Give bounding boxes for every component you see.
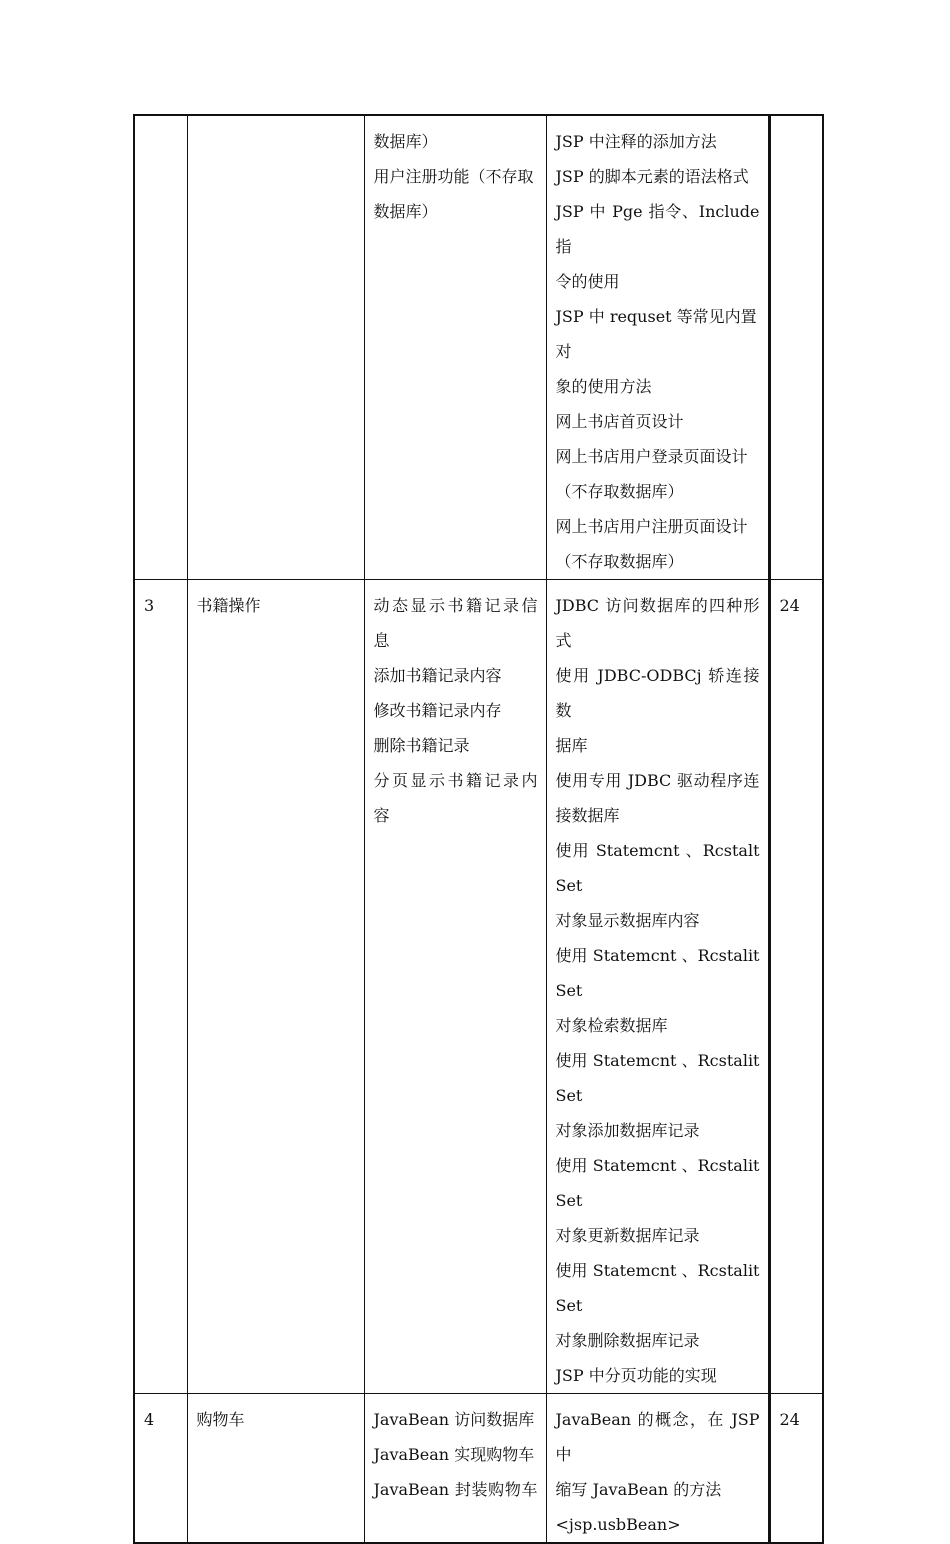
row-number-cell: 3 [134, 580, 187, 1394]
task-line: 数据库） [373, 132, 438, 151]
row-number-cell: 4 [134, 1394, 187, 1544]
hours-cell [769, 115, 823, 580]
knowledge-points-cell [546, 115, 769, 580]
point-line: 使用 JDBC-ODBCj 轿连接数 [555, 666, 760, 720]
point-line: JDBC 访问数据库的四种形 [555, 596, 760, 615]
tasks-cell [364, 115, 546, 580]
point-line: 式 [555, 631, 572, 650]
task-line: JavaBean 封装购物车 [373, 1480, 538, 1499]
point-line: JSP 中注释的添加方法 [555, 132, 717, 151]
point-line: JSP 中 requset 等常见内置对 [555, 307, 757, 361]
course-schedule-table [133, 114, 824, 1544]
point-line: 对象检索数据库 [555, 1016, 668, 1035]
row-number-cell [134, 115, 187, 580]
task-line: 修改书籍记录内存 [373, 701, 502, 720]
point-line: JSP 中 Pge 指令、Include 指 [555, 202, 760, 256]
knowledge-points-cell [546, 1394, 769, 1544]
tasks-cell [364, 1394, 546, 1544]
point-line: 使用专用 JDBC 驱动程序连 [555, 771, 760, 790]
point-line: 网上书店用户登录页面设计 [555, 447, 748, 466]
point-line: 使用 Statemcnt 、RcstalitSet [555, 1156, 760, 1210]
hours-cell: 24 [769, 1394, 823, 1544]
point-line: 使用 Statemcnt 、RcstalitSet [555, 946, 760, 1000]
table-row [134, 1394, 823, 1544]
task-line: 分页显示书籍记录内 [373, 771, 538, 790]
table-row [134, 580, 823, 1394]
point-line: 缩写 JavaBean 的方法 [555, 1480, 722, 1499]
point-line: 使用 Statemcnt 、RcstalitSet [555, 1261, 760, 1315]
point-line: 令的使用 [555, 272, 620, 291]
point-line: 对象显示数据库内容 [555, 911, 700, 930]
point-line: 象的使用方法 [555, 377, 652, 396]
table-row [134, 115, 823, 580]
task-line: 删除书籍记录 [373, 736, 470, 755]
point-line: 使用 Statemcnt 、RcstaltSet [555, 841, 760, 895]
point-line: <jsp.usbBean> [555, 1515, 681, 1534]
knowledge-points-cell [546, 580, 769, 1394]
task-line: 用户注册功能（不存取 [373, 167, 534, 186]
topic-cell: 书籍操作 [187, 580, 364, 1394]
point-line: JSP 中分页功能的实现 [555, 1366, 717, 1385]
topic-cell [187, 115, 364, 580]
point-line: （不存取数据库） [555, 552, 684, 571]
task-line: 息 [373, 631, 390, 650]
topic-cell: 购物车 [187, 1394, 364, 1544]
point-line: 使用 Statemcnt 、RcstalitSet [555, 1051, 760, 1105]
task-line: 数据库） [373, 202, 438, 221]
hours-cell: 24 [769, 580, 823, 1394]
tasks-cell [364, 580, 546, 1394]
point-line: 据库 [555, 736, 588, 755]
task-line: JavaBean 实现购物车 [373, 1445, 535, 1464]
task-line: 添加书籍记录内容 [373, 666, 502, 685]
point-line: 网上书店首页设计 [555, 412, 684, 431]
point-line: （不存取数据库） [555, 482, 684, 501]
task-line: 容 [373, 806, 390, 825]
point-line: 对象删除数据库记录 [555, 1331, 700, 1350]
point-line: 接数据库 [555, 806, 620, 825]
point-line: 网上书店用户注册页面设计 [555, 517, 748, 536]
point-line: JSP 的脚本元素的语法格式 [555, 167, 749, 186]
point-line: 对象更新数据库记录 [555, 1226, 700, 1245]
point-line: JavaBean 的概念，在 JSP 中 [555, 1410, 760, 1464]
task-line: JavaBean 访问数据库 [373, 1410, 535, 1429]
task-line: 动态显示书籍记录信 [373, 596, 538, 615]
point-line: 对象添加数据库记录 [555, 1121, 700, 1140]
